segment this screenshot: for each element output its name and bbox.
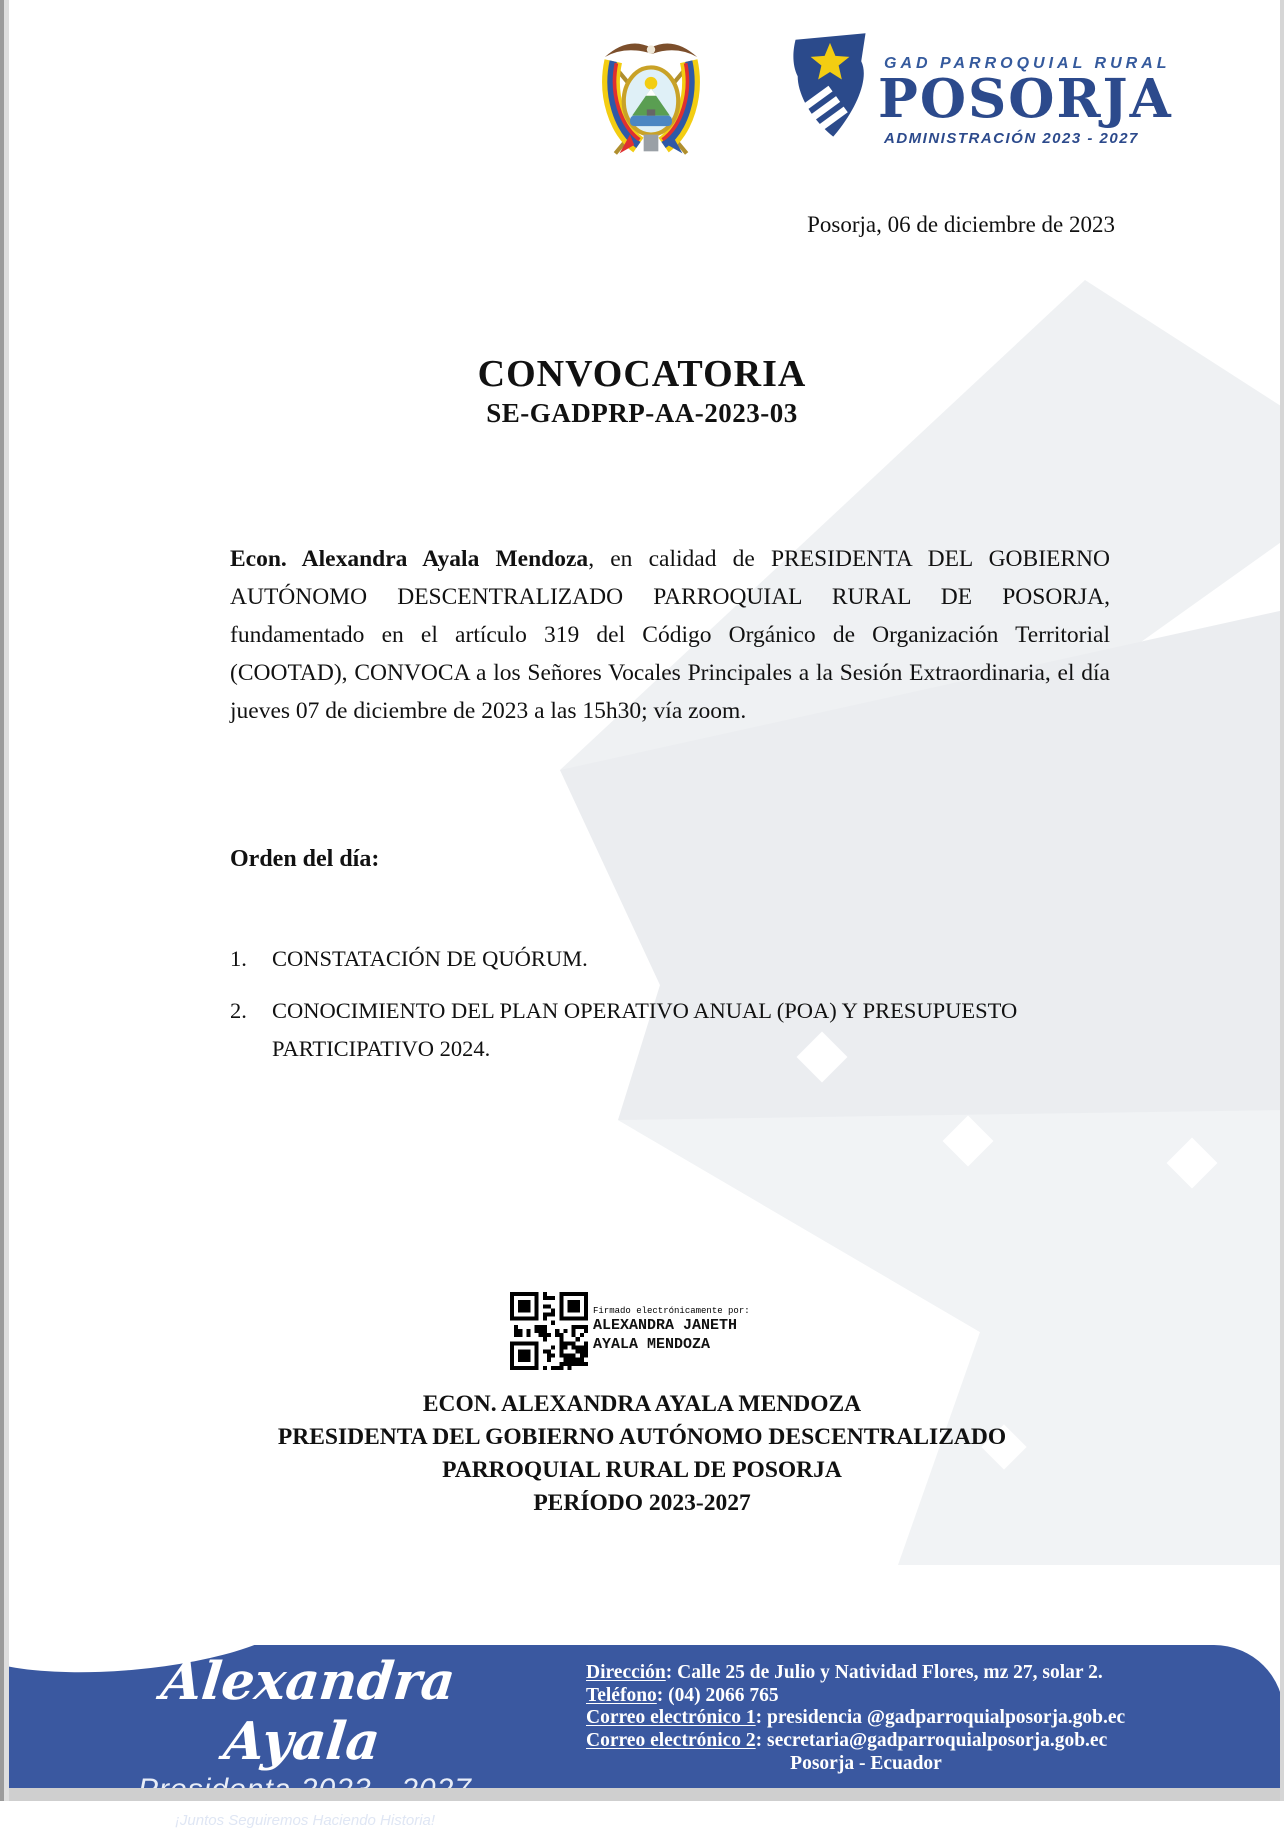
logo-small-title: GAD PARROQUIAL RURAL	[884, 55, 1171, 72]
body-lead-name: Econ. Alexandra Ayala Mendoza	[230, 546, 589, 572]
agenda-item-1-text: CONSTATACIÓN DE QUÓRUM.	[272, 946, 588, 971]
page-edge-bottom	[0, 1788, 1284, 1801]
contact-phone-value: : (04) 2066 765	[656, 1684, 779, 1706]
signature-line-1: ECON. ALEXANDRA AYALA MENDOZA	[422, 1391, 862, 1417]
stamp-name-line-2: AYALA MENDOZA	[593, 1336, 711, 1353]
body-paragraph	[230, 540, 1110, 730]
contact-phone-row	[586, 1685, 1206, 1708]
document-reference: SE-GADPRP-AA-2023-03	[486, 398, 798, 428]
stamp-prefix: Firmado electrónicamente por:	[593, 1306, 750, 1316]
signature-line-3: PARROQUIAL RURAL DE POSORJA	[442, 1457, 842, 1483]
contact-email1-row	[586, 1707, 1206, 1730]
contact-email2-row	[586, 1730, 1206, 1753]
posorja-shield-icon	[788, 30, 872, 142]
agenda-item-2-text: CONOCIMIENTO DEL PLAN OPERATIVO ANUAL (POA) Y PRESUPUESTO PARTICIPATIVO 2024.	[272, 998, 1018, 1061]
agenda-list	[230, 940, 1110, 1082]
contact-address-row	[586, 1662, 1206, 1685]
signature-line-2: PRESIDENTA DEL GOBIERNO AUTÓNOMO DESCENTRALIZADO	[277, 1424, 1007, 1450]
qr-code	[510, 1292, 588, 1370]
page-edge-left-light	[4, 0, 9, 1801]
agenda-item-1-number: 1.	[230, 946, 247, 971]
electronic-signature-stamp	[510, 1292, 750, 1370]
agenda-heading: Orden del día:	[230, 846, 380, 872]
footer-location: Posorja - Ecuador	[790, 1753, 942, 1774]
stamp-text	[593, 1292, 750, 1370]
footer-slogan: ¡Juntos Seguiremos Haciendo Historia!	[174, 1812, 436, 1829]
ecuador-coat-of-arms-icon	[588, 36, 714, 166]
footer-contacts	[586, 1662, 1206, 1775]
document-title: CONVOCATORIA	[477, 353, 807, 395]
logo-administration-line: ADMINISTRACIÓN 2023 - 2027	[884, 130, 1139, 147]
contact-email1-label: Correo electrónico 1	[586, 1707, 756, 1728]
contact-address-value: : Calle 25 de Julio y Natividad Flores, mz 27, solar 2.	[665, 1662, 1103, 1683]
logo-name: POSORJA	[878, 68, 1173, 130]
agenda-item-1	[230, 940, 1110, 978]
footer-signature-area	[90, 1652, 520, 1829]
date-line: Posorja, 06 de diciembre de 2023	[807, 212, 1115, 237]
body-text: , en calidad de PRESIDENTA DEL GOBIERNO AUTÓNOMO DESCENTRALIZADO PARROQUIAL RURAL DE POSORJA, fundamentado en el artículo 319 del Código Orgánico de Organización Territorial (COOTAD), CONVOCA a los Señores Vocales Principales a la Sesión Extraordinaria, el día jueves 07 de diciembre de 2023 a las 15h30; vía zoom.	[230, 546, 1110, 724]
page-edge-right	[1280, 0, 1284, 1801]
contact-email2-value: : secretaria@gadparroquialposorja.gob.ec	[755, 1729, 1108, 1751]
contact-phone-label: Teléfono	[586, 1684, 657, 1706]
agenda-item-2-number: 2.	[230, 998, 247, 1023]
stamp-name-line-1: ALEXANDRA JANETH	[593, 1317, 738, 1334]
contact-email1-value: : presidencia @gadparroquialposorja.gob.ec	[755, 1707, 1126, 1728]
agenda-item-2	[230, 992, 1110, 1068]
signature-block	[6, 1388, 1278, 1520]
signature-line-4: PERÍODO 2023-2027	[533, 1490, 751, 1516]
contact-email2-label: Correo electrónico 2	[586, 1729, 756, 1751]
footer-script-name: Alexandra Ayala	[158, 1651, 458, 1772]
contact-address-label: Dirección	[586, 1662, 666, 1683]
